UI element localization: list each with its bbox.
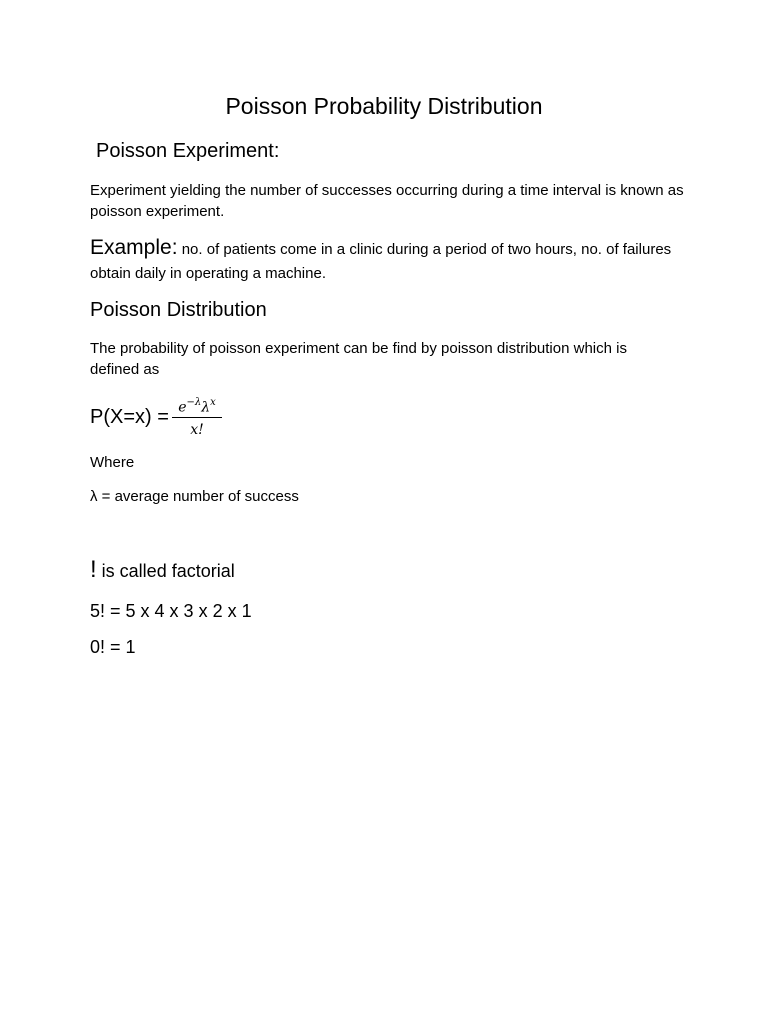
formula-numerator xyxy=(172,392,222,416)
numerator-lambda-exponent: x xyxy=(210,397,216,408)
factorial-line xyxy=(90,556,235,584)
equation-zero-factorial: 0! = 1 xyxy=(90,637,136,657)
formula-lhs: P(X=x) = xyxy=(90,406,169,428)
where-label: Where xyxy=(90,454,135,471)
paragraph-distribution-definition: The probability of poisson experiment can be find by poisson distribution which is defined as xyxy=(90,340,627,378)
heading-poisson-distribution: Poisson Distribution xyxy=(90,299,267,321)
formula-denominator: x! xyxy=(190,422,204,438)
example-text: no. of patients come in a clinic during a period of two hours, no. of failures obtain daily in operating a machine. xyxy=(90,241,672,282)
factorial-symbol: ! xyxy=(90,556,97,583)
fraction-bar xyxy=(172,417,222,418)
numerator-lambda: λ xyxy=(201,399,211,416)
paragraph-experiment-definition: Experiment yielding the number of successes occurring during a time interval is known as poisson experiment. xyxy=(90,182,684,220)
factorial-text: is called factorial xyxy=(96,561,235,581)
equation-five-factorial: 5! = 5 x 4 x 3 x 2 x 1 xyxy=(90,601,252,621)
document-title: Poisson Probability Distribution xyxy=(225,93,543,119)
heading-poisson-experiment: Poisson Experiment: xyxy=(96,140,280,162)
example-paragraph xyxy=(90,236,690,286)
numerator-exponent: −λ xyxy=(186,397,202,408)
formula-fraction xyxy=(172,392,222,440)
example-label: Example: xyxy=(90,236,178,259)
lambda-definition: λ = average number of success xyxy=(90,488,299,505)
numerator-base: e xyxy=(178,399,187,416)
